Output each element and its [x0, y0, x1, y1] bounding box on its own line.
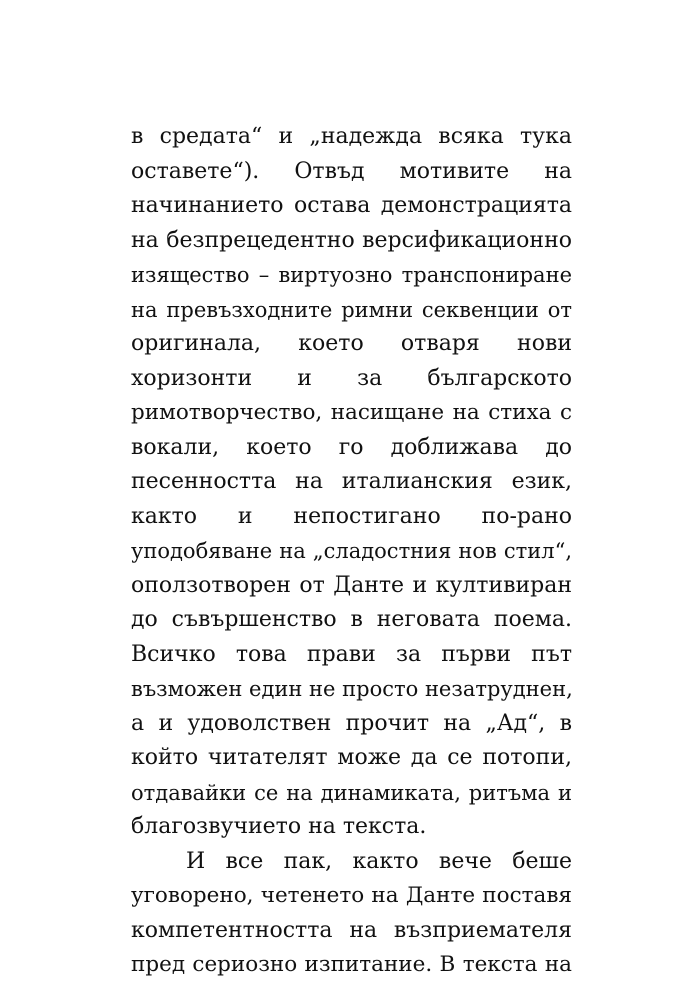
text-line: начинанието остава демонстрацията: [131, 193, 572, 218]
text-line: изящество – виртуозно транспониране: [131, 263, 572, 287]
text-line: който читателят може да се потопи,: [131, 745, 572, 770]
text-line: оригинала, което отваря нови: [131, 331, 572, 356]
text-line: в средата“ и „надежда всяка тука: [131, 124, 572, 149]
text-line: до съвършенство в неговата поема.: [131, 607, 572, 632]
text-line: оставете“). Отвъд мотивите на: [131, 158, 572, 184]
text-line: както и непостигано по-рано: [131, 503, 572, 529]
text-line: оползотворен от Данте и култивиран: [131, 572, 572, 598]
text-line: хоризонти и за българското: [131, 365, 572, 391]
text-line: песенността на италианския език,: [131, 469, 572, 494]
text-line: уговорено, четенето на Данте поставя: [131, 883, 572, 908]
text-line: компетентността на възприемателя: [131, 917, 572, 943]
text-line: на безпрецедентно версификационно: [131, 227, 572, 253]
page-text-block: [131, 120, 572, 983]
text-line: пред сериозно изпитание. В текста на: [131, 952, 572, 977]
text-line: на превъзходните римни секвенции от: [131, 297, 572, 322]
text-line: възможен един не просто незатруднен,: [131, 677, 573, 701]
paragraph-2: [131, 845, 572, 983]
text-line: благозвучието на текста.: [131, 814, 427, 839]
text-line: отдавайки се на динамиката, ритъма и: [131, 780, 572, 805]
text-line: вокали, което го доближава до: [131, 434, 572, 460]
text-line: Всичко това прави за първи път: [131, 641, 572, 667]
text-line: И все пак, както вече беше: [186, 848, 572, 874]
paragraph-1: [131, 120, 572, 845]
text-line: уподобяване на „сладостния нов стил“,: [131, 539, 572, 563]
text-line: римотворчество, насищане на стиха с: [131, 400, 572, 425]
text-line: а и удоволствен прочит на „Ад“, в: [131, 710, 572, 736]
